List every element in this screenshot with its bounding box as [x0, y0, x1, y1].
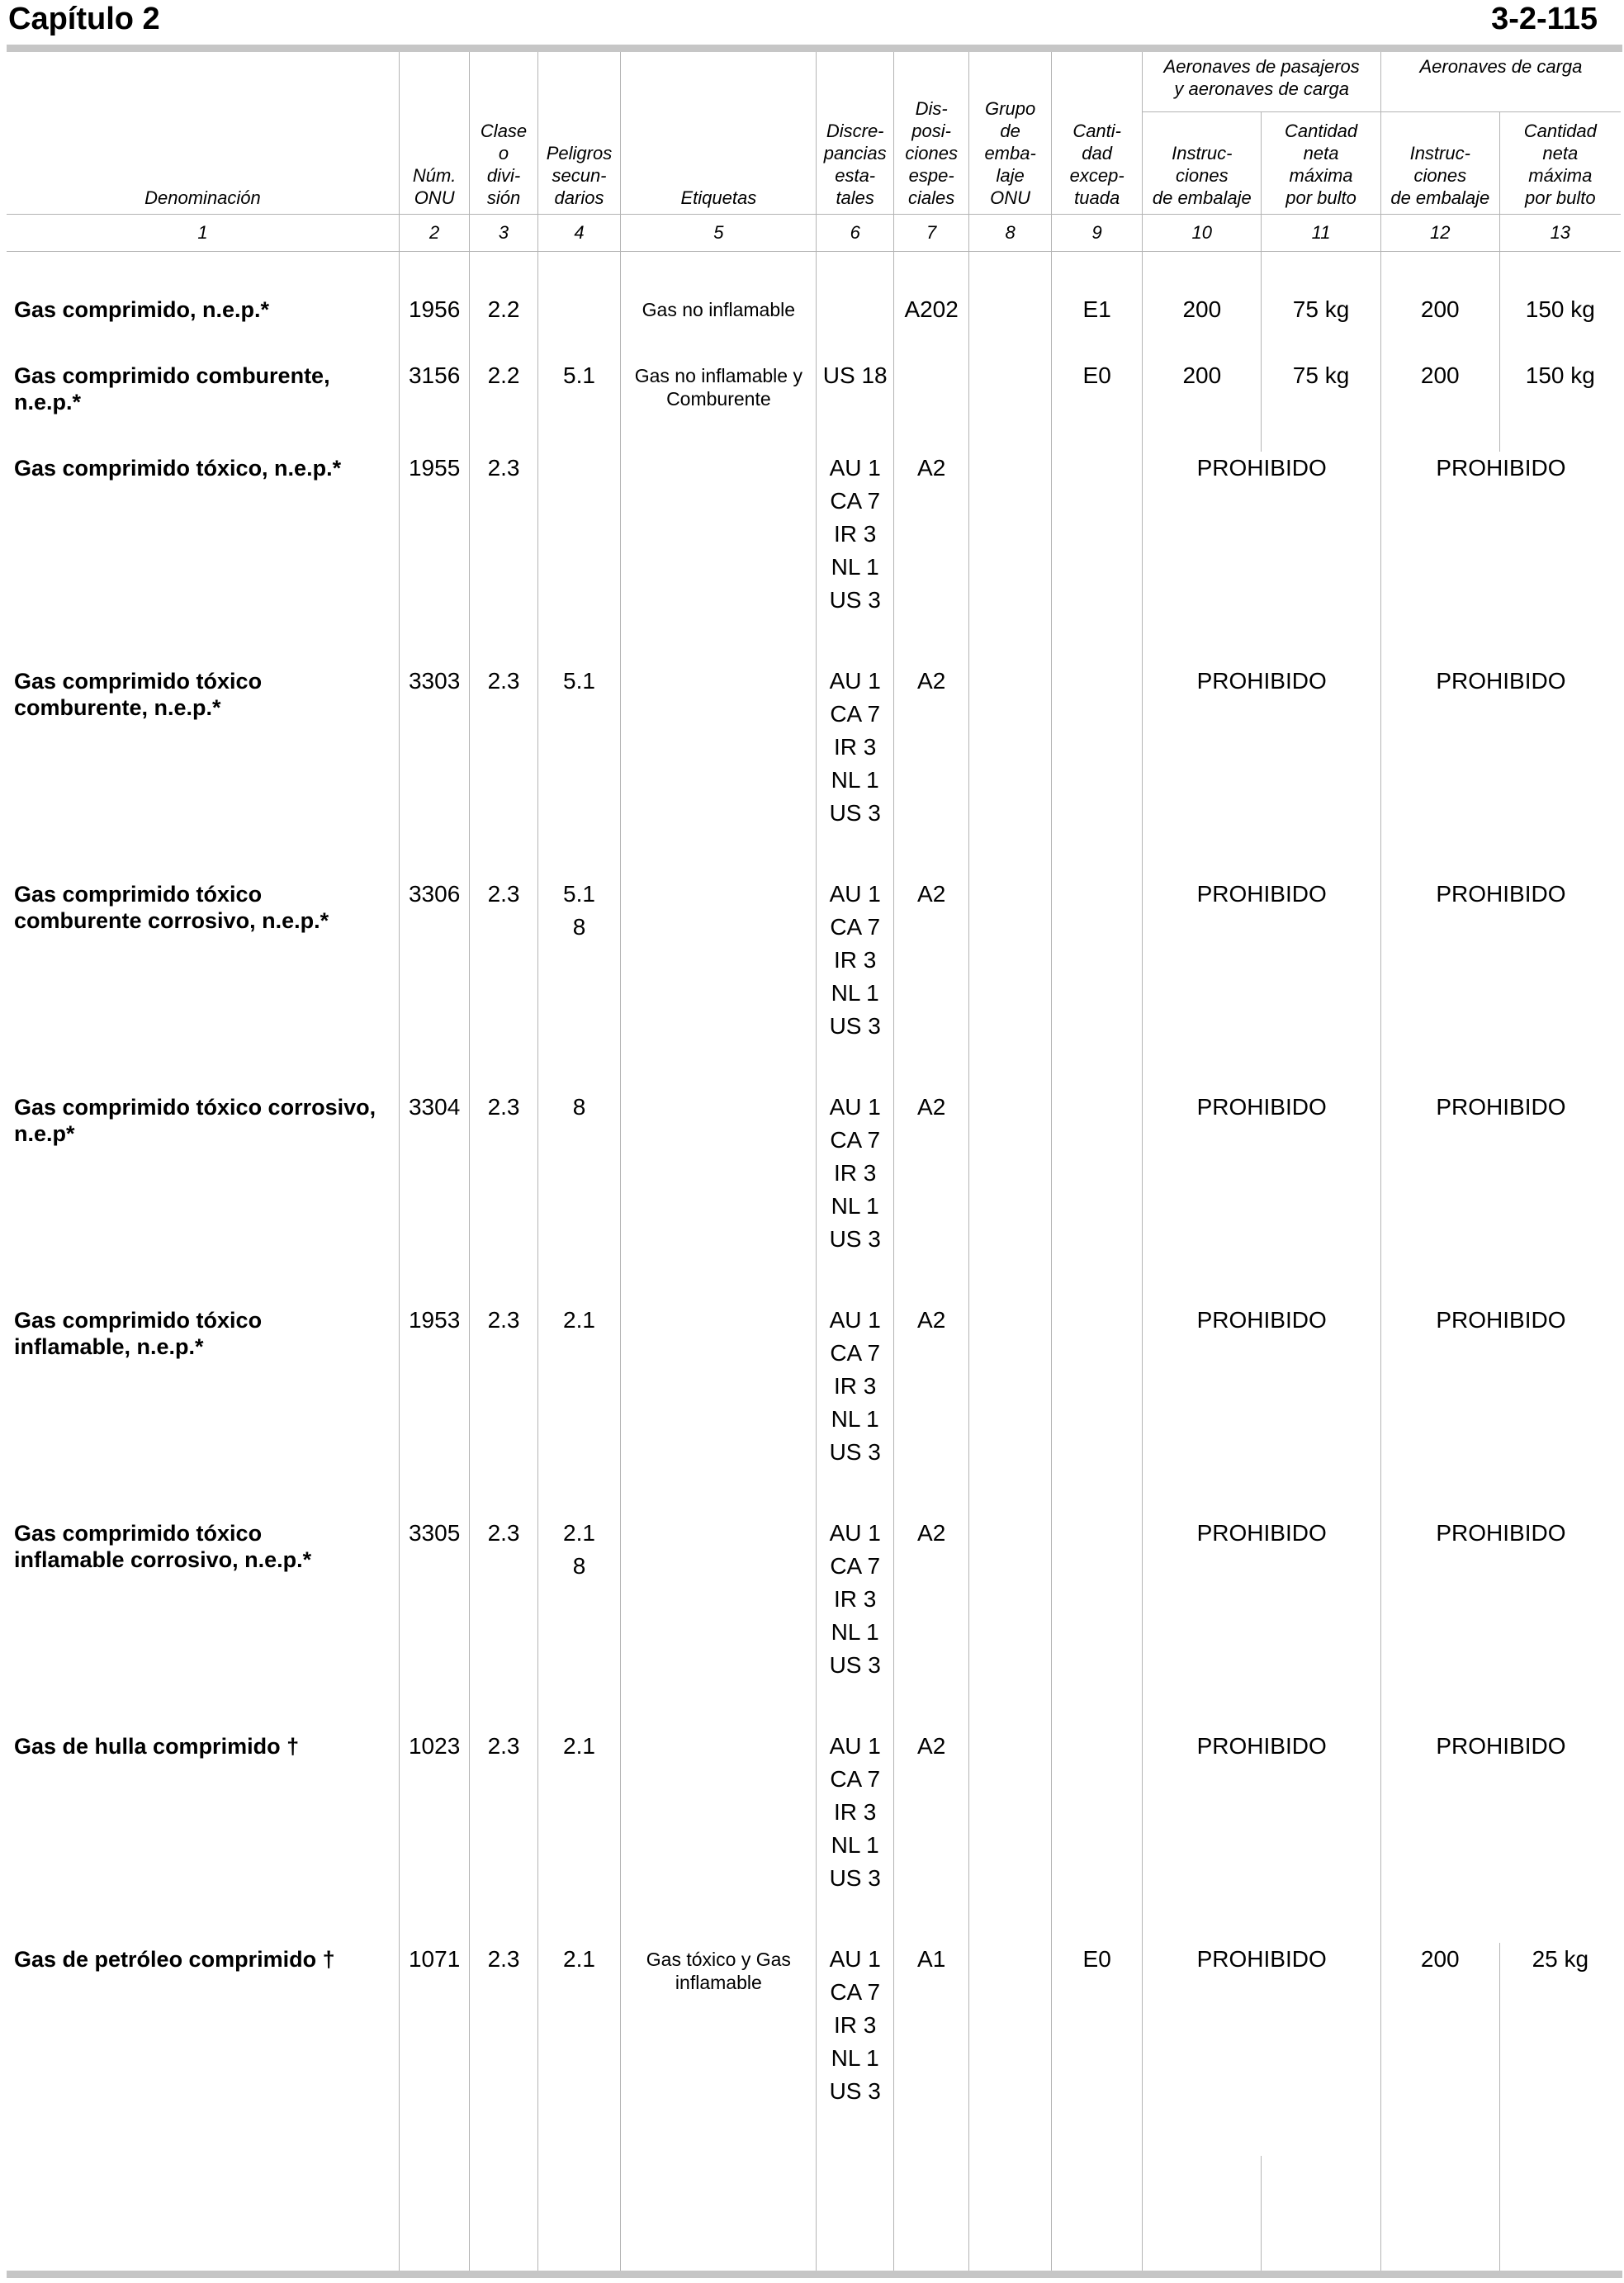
column-number: 6 — [817, 214, 893, 251]
col-header-cargo-packing-instruction: Instruc- ciones de embalaje — [1380, 111, 1499, 214]
cell-name: Gas comprimido tóxico comburente corrosivo, n.e.p.* — [7, 878, 399, 1091]
cell-special-provisions: A202 — [893, 293, 968, 359]
cell-cargo-prohibited: PROHIBIDO — [1380, 1304, 1621, 1517]
cell-name: Gas comprimido tóxico, n.e.p.* — [7, 452, 399, 665]
column-number: 2 — [399, 214, 469, 251]
cell-pax-prohibited: PROHIBIDO — [1143, 1730, 1380, 1943]
col-header-state-variations: Discre- pancias esta- tales — [817, 52, 893, 214]
column-number: 9 — [1051, 214, 1143, 251]
chapter-title: Capítulo 2 — [8, 2, 160, 36]
cell-name: Gas comprimido tóxico comburente, n.e.p.* — [7, 665, 399, 878]
cell-pax-max-quantity: 75 kg — [1262, 359, 1381, 452]
dangerous-goods-table — [7, 52, 1621, 2271]
cell-class: 2.2 — [470, 293, 537, 359]
cell-excepted-quantity — [1051, 1730, 1143, 1943]
cell-class: 2.3 — [470, 665, 537, 878]
cell-cargo-packing-instruction: 200 — [1380, 359, 1499, 452]
cell-cargo-prohibited: PROHIBIDO — [1380, 665, 1621, 878]
table-row — [7, 665, 1621, 878]
cell-class: 2.3 — [470, 1730, 537, 1943]
table-row — [7, 452, 1621, 665]
column-number: 5 — [621, 214, 817, 251]
cell-special-provisions: A2 — [893, 878, 968, 1091]
cell-subsidiary-risk: 5.1 — [537, 359, 621, 452]
col-header-labels: Etiquetas — [621, 52, 817, 214]
cell-state-variations: AU 1 CA 7 IR 3 NL 1 US 3 — [817, 878, 893, 1091]
cell-un-number: 1023 — [399, 1730, 469, 1943]
col-header-excepted-quantity: Canti- dad excep- tuada — [1051, 52, 1143, 214]
cell-name: Gas comprimido tóxico inflamable, n.e.p.* — [7, 1304, 399, 1517]
col-header-pax-max-quantity: Cantidad neta máxima por bulto — [1262, 111, 1381, 214]
cell-un-number: 3303 — [399, 665, 469, 878]
cell-cargo-prohibited: PROHIBIDO — [1380, 878, 1621, 1091]
cell-labels — [621, 1091, 817, 1304]
cell-labels: Gas tóxico y Gas inflamable — [621, 1943, 817, 2156]
cell-cargo-prohibited: PROHIBIDO — [1380, 1517, 1621, 1730]
cell-pax-packing-instruction: 200 — [1143, 359, 1262, 452]
table-row — [7, 1730, 1621, 1943]
cell-un-number: 3305 — [399, 1517, 469, 1730]
cell-pax-prohibited: PROHIBIDO — [1143, 452, 1380, 665]
bottom-rule — [7, 2271, 1622, 2278]
top-rule — [7, 45, 1622, 52]
cell-class: 2.3 — [470, 1091, 537, 1304]
cell-class: 2.2 — [470, 359, 537, 452]
table-row — [7, 293, 1621, 359]
cell-subsidiary-risk: 5.1 — [537, 665, 621, 878]
cell-pax-prohibited: PROHIBIDO — [1143, 1091, 1380, 1304]
cell-packing-group — [969, 1091, 1052, 1304]
cell-subsidiary-risk: 5.1 8 — [537, 878, 621, 1091]
cell-state-variations: AU 1 CA 7 IR 3 NL 1 US 3 — [817, 1304, 893, 1517]
col-header-subsidiary-risk: Peligros secun- darios — [537, 52, 621, 214]
cell-packing-group — [969, 665, 1052, 878]
cell-pax-max-quantity: 75 kg — [1262, 293, 1381, 359]
cell-subsidiary-risk — [537, 452, 621, 665]
cell-packing-group — [969, 1517, 1052, 1730]
cell-class: 2.3 — [470, 452, 537, 665]
cell-subsidiary-risk: 2.1 — [537, 1943, 621, 2156]
table-filler — [7, 2156, 1621, 2271]
cell-state-variations: AU 1 CA 7 IR 3 NL 1 US 3 — [817, 1943, 893, 2156]
cell-name: Gas comprimido, n.e.p.* — [7, 293, 399, 359]
cell-labels — [621, 452, 817, 665]
cell-special-provisions — [893, 359, 968, 452]
cell-special-provisions: A2 — [893, 1091, 968, 1304]
cell-un-number: 3156 — [399, 359, 469, 452]
cell-cargo-prohibited: PROHIBIDO — [1380, 452, 1621, 665]
col-header-un-number: Núm. ONU — [399, 52, 469, 214]
cell-excepted-quantity: E0 — [1051, 1943, 1143, 2156]
cell-packing-group — [969, 1304, 1052, 1517]
cell-cargo-packing-instruction: 200 — [1380, 293, 1499, 359]
column-number: 7 — [893, 214, 968, 251]
table-row — [7, 878, 1621, 1091]
cell-pax-packing-instruction: 200 — [1143, 293, 1262, 359]
cell-cargo-max-quantity: 25 kg — [1499, 1943, 1621, 2156]
column-number: 1 — [7, 214, 399, 251]
cell-cargo-packing-instruction: 200 — [1380, 1943, 1499, 2156]
col-header-packing-group: Grupo de emba- laje ONU — [969, 52, 1052, 214]
group-header-passenger-cargo: Aeronaves de pasajeros y aeronaves de carga — [1143, 52, 1380, 111]
cell-state-variations: AU 1 CA 7 IR 3 NL 1 US 3 — [817, 1091, 893, 1304]
cell-class: 2.3 — [470, 1517, 537, 1730]
cell-un-number: 1955 — [399, 452, 469, 665]
cell-labels: Gas no inflamable y Comburente — [621, 359, 817, 452]
cell-excepted-quantity: E1 — [1051, 293, 1143, 359]
column-number: 12 — [1380, 214, 1499, 251]
cell-packing-group — [969, 452, 1052, 665]
cell-cargo-max-quantity: 150 kg — [1499, 293, 1621, 359]
cell-subsidiary-risk — [537, 293, 621, 359]
cell-un-number: 3306 — [399, 878, 469, 1091]
cell-cargo-max-quantity: 150 kg — [1499, 359, 1621, 452]
cell-labels — [621, 665, 817, 878]
cell-packing-group — [969, 293, 1052, 359]
column-number: 13 — [1499, 214, 1621, 251]
cell-cargo-prohibited: PROHIBIDO — [1380, 1091, 1621, 1304]
cell-excepted-quantity — [1051, 1091, 1143, 1304]
cell-labels — [621, 1730, 817, 1943]
column-number: 8 — [969, 214, 1052, 251]
cell-name: Gas comprimido tóxico inflamable corrosivo, n.e.p.* — [7, 1517, 399, 1730]
table-row — [7, 1304, 1621, 1517]
table-spacer — [7, 251, 1621, 293]
cell-pax-prohibited: PROHIBIDO — [1143, 665, 1380, 878]
table-row — [7, 1517, 1621, 1730]
cell-pax-prohibited: PROHIBIDO — [1143, 1517, 1380, 1730]
col-header-special-provisions: Dis- posi- ciones espe- ciales — [893, 52, 968, 214]
cell-excepted-quantity: E0 — [1051, 359, 1143, 452]
cell-labels — [621, 1304, 817, 1517]
cell-un-number: 1956 — [399, 293, 469, 359]
page-number: 3-2-115 — [1491, 2, 1598, 36]
cell-pax-prohibited: PROHIBIDO — [1143, 1943, 1380, 2156]
cell-labels — [621, 878, 817, 1091]
table-row — [7, 1943, 1621, 2156]
cell-state-variations: AU 1 CA 7 IR 3 NL 1 US 3 — [817, 665, 893, 878]
cell-special-provisions: A2 — [893, 665, 968, 878]
cell-class: 2.3 — [470, 878, 537, 1091]
cell-excepted-quantity — [1051, 1517, 1143, 1730]
cell-packing-group — [969, 878, 1052, 1091]
col-header-cargo-max-quantity: Cantidad neta máxima por bulto — [1499, 111, 1621, 214]
column-number: 3 — [470, 214, 537, 251]
cell-excepted-quantity — [1051, 452, 1143, 665]
cell-class: 2.3 — [470, 1304, 537, 1517]
cell-state-variations: AU 1 CA 7 IR 3 NL 1 US 3 — [817, 1517, 893, 1730]
cell-un-number: 1071 — [399, 1943, 469, 2156]
cell-special-provisions: A2 — [893, 1517, 968, 1730]
table-row — [7, 1091, 1621, 1304]
cell-state-variations: AU 1 CA 7 IR 3 NL 1 US 3 — [817, 1730, 893, 1943]
column-number: 4 — [537, 214, 621, 251]
group-header-cargo-only: Aeronaves de carga — [1380, 52, 1621, 111]
page-header — [8, 0, 1598, 41]
cell-cargo-prohibited: PROHIBIDO — [1380, 1730, 1621, 1943]
cell-state-variations: US 18 — [817, 359, 893, 452]
cell-packing-group — [969, 1730, 1052, 1943]
col-header-class: Clase o divi- sión — [470, 52, 537, 214]
cell-class: 2.3 — [470, 1943, 537, 2156]
cell-name: Gas comprimido comburente, n.e.p.* — [7, 359, 399, 452]
cell-labels: Gas no inflamable — [621, 293, 817, 359]
cell-excepted-quantity — [1051, 878, 1143, 1091]
cell-special-provisions: A2 — [893, 1730, 968, 1943]
cell-state-variations: AU 1 CA 7 IR 3 NL 1 US 3 — [817, 452, 893, 665]
column-number: 11 — [1262, 214, 1381, 251]
cell-excepted-quantity — [1051, 1304, 1143, 1517]
cell-pax-prohibited: PROHIBIDO — [1143, 1304, 1380, 1517]
cell-name: Gas comprimido tóxico corrosivo, n.e.p* — [7, 1091, 399, 1304]
cell-name: Gas de hulla comprimido † — [7, 1730, 399, 1943]
cell-excepted-quantity — [1051, 665, 1143, 878]
cell-packing-group — [969, 359, 1052, 452]
column-number: 10 — [1143, 214, 1262, 251]
cell-special-provisions: A2 — [893, 452, 968, 665]
cell-subsidiary-risk: 2.1 8 — [537, 1517, 621, 1730]
cell-pax-prohibited: PROHIBIDO — [1143, 878, 1380, 1091]
col-header-pax-packing-instruction: Instruc- ciones de embalaje — [1143, 111, 1262, 214]
cell-name: Gas de petróleo comprimido † — [7, 1943, 399, 2156]
cell-packing-group — [969, 1943, 1052, 2156]
cell-special-provisions: A1 — [893, 1943, 968, 2156]
col-header-denominacion: Denominación — [7, 52, 399, 214]
cell-special-provisions: A2 — [893, 1304, 968, 1517]
cell-un-number: 3304 — [399, 1091, 469, 1304]
table-row — [7, 359, 1621, 452]
cell-subsidiary-risk: 2.1 — [537, 1304, 621, 1517]
cell-subsidiary-risk: 8 — [537, 1091, 621, 1304]
cell-subsidiary-risk: 2.1 — [537, 1730, 621, 1943]
cell-labels — [621, 1517, 817, 1730]
cell-state-variations — [817, 293, 893, 359]
cell-un-number: 1953 — [399, 1304, 469, 1517]
